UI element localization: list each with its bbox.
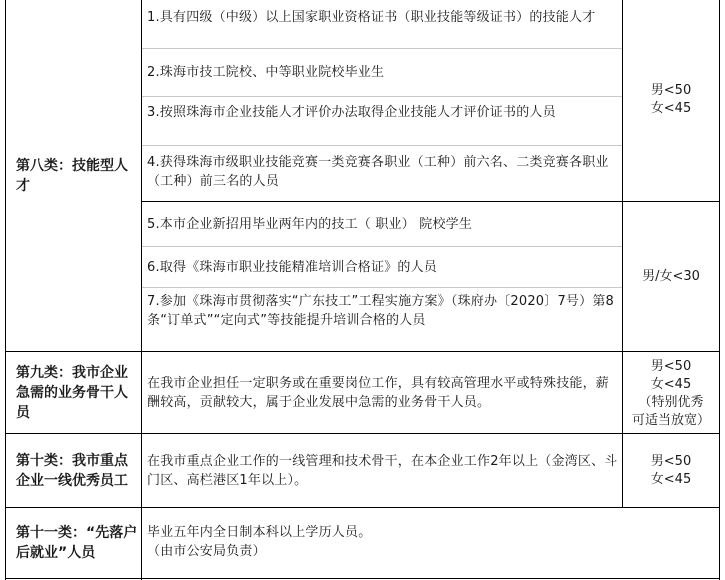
cat9-age-limit: [623, 358, 719, 432]
cat10-description-text: 在我市重点企业工作的一线管理和技术骨干，在本企业工作2年以上（金湾区、斗门区、高栏港区1年以上）。: [147, 453, 618, 488]
row-divider: [142, 96, 622, 97]
cat11-description: [142, 523, 718, 568]
category-8-label: [6, 0, 141, 351]
cat8-item-4: 4.获得珠海市级职业技能竞赛一类竞赛各职业（工种）前六名、二类竞赛各职业（工种）前三名的人员: [147, 155, 609, 189]
cat10-age-limit: [623, 434, 719, 507]
age-male: 男<50: [650, 83, 692, 98]
category-11-label: [6, 508, 141, 578]
border-right: [719, 0, 720, 580]
age-female: 女<45: [650, 471, 692, 487]
age-note: （特别优秀: [638, 395, 704, 410]
category-9-label: [6, 352, 141, 433]
category-8-text: 第八类：技能型人才: [16, 157, 128, 194]
row-divider: [142, 145, 622, 146]
age-male: 男<50: [650, 359, 692, 374]
cat8-item-3: 3.按照珠海市企业技能人才评价办法取得企业技能人才评价证书的人员: [147, 105, 556, 120]
cat9-description: [142, 352, 620, 433]
cat11-line-1: 毕业五年内全日制本科以上学历人员。: [147, 525, 372, 540]
cat8-item-6: [142, 247, 620, 287]
cat11-line-2: （由市公安局负责）: [147, 544, 266, 559]
cat8-item-6-text: 6.取得《珠海市职业技能精准培训合格证》的人员: [147, 259, 438, 275]
cat8-item-2-text: 2.珠海市技工院校、中等职业院校毕业生: [147, 65, 385, 80]
row-divider: [142, 287, 622, 288]
cat8-age-limit-b: [623, 202, 719, 351]
category-9-text: 第九类：我市企业急需的业务骨干人员: [16, 364, 128, 421]
category-11-text: 第十一类：“先落户后就业”人员: [16, 525, 138, 561]
cat8-item-2: [142, 49, 620, 96]
cat8-item-1: 1.具有四级（中级）以上国家职业资格证书（职业技能等级证书）的技能人才: [147, 10, 596, 25]
age-note: 可适当放宽）: [631, 413, 710, 428]
category-10-label: [6, 434, 141, 507]
age-both: 男/女<30: [642, 268, 700, 284]
age-male: 男<50: [650, 453, 692, 469]
cat8-item-5: [142, 202, 620, 246]
cat10-description: [142, 434, 620, 507]
cat8-item-5-text: 5.本市企业新招用毕业两年内的技工（ 职业） 院校学生: [147, 216, 473, 232]
border-bottom: [5, 578, 720, 579]
cat9-description-text: 在我市企业担任一定职务或在重要岗位工作，具有较高管理水平或特殊技能，薪酬较高，贡献较大，属于企业发展中急需的业务骨干人员。: [147, 375, 610, 410]
age-female: 女<45: [650, 101, 692, 116]
cat8-age-limit-a: [623, 82, 719, 122]
category-10-text: 第十类：我市重点企业一线优秀员工: [16, 452, 128, 489]
cat8-item-7: 7.参加《珠海市贯彻落实“广东技工”工程实施方案》（珠府办〔2020〕7号）第8条“订单式”“定向式”等技能提升培训合格的人员: [147, 294, 614, 328]
age-female: 女<45: [650, 377, 692, 392]
